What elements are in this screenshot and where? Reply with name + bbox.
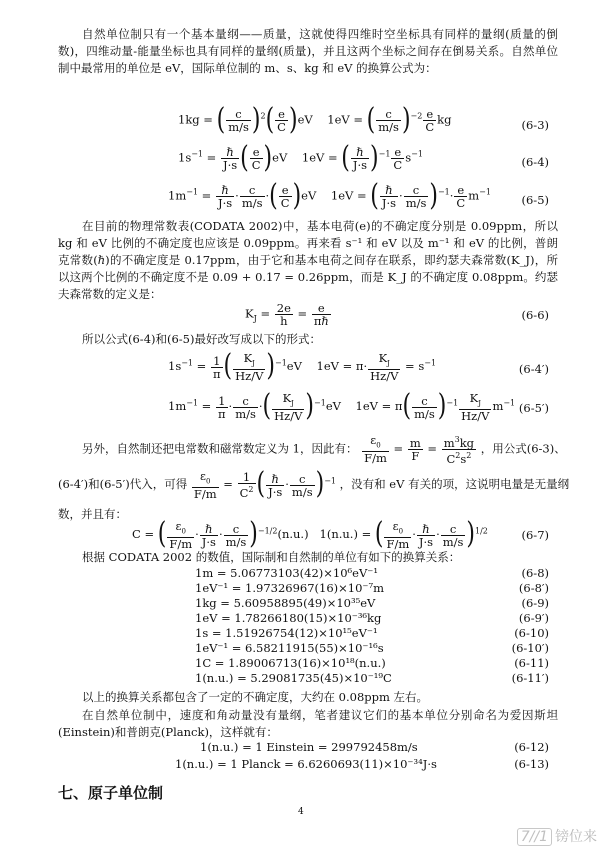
paragraph-codata-values: 根据 CODATA 2002 的数值，国际制和自然制的单位有如下的换算关系： <box>82 550 461 564</box>
equation-number: (6-12) <box>514 740 549 754</box>
equation-6-7: C = ( $\frac{\varepsilon_0}{F/m}$ · $\frac{\text{ℏ}}{J\cdot s}$ · $\frac{c}{m/s}$ )$^{-1/2}$(n.u.) 1(n.u.) = ( $\frac{\varepsilon_0}{F/m}$ · $\frac{\text{ℏ}}{J\cdot s}$ · $\frac{c}{m/s}$ )$^{1/2}$ <box>132 517 488 552</box>
conversion-line: 1s = 1.51926754(12)×10¹⁵eV⁻¹ <box>195 626 378 640</box>
equation-number: (6-8) <box>521 566 549 580</box>
equation-6-12: 1(n.u.) = 1 Einstein = 299792458m/s <box>200 740 418 754</box>
equation-6-4-prime: $1s^{-1}$ = $\frac{1}{\pi}$ ( $\frac{K_J}{Hz/V}$ )$^{-1}$eV 1eV = π· $\frac{K_J}{Hz/V}$ = $s^{-1}$ <box>168 349 437 384</box>
conversion-line: 1C = 1.89006713(16)×10¹⁸(n.u.) <box>195 656 386 670</box>
equation-number: (6-9′) <box>518 611 549 625</box>
equation-number: (6-9) <box>521 596 549 610</box>
page-number: 4 <box>298 807 304 817</box>
paragraph-uncertainty-note: 以上的换算关系都包含了一定的不确定度，大约在 0.08ppm 左右。 <box>82 690 429 704</box>
equation-6-3: 1kg = ( $\frac{c}{m/s}$ )$^2$( $\frac{e}{C}$ )eV 1eV = ( $\frac{c}{m/s}$ )$^{-2}$ $\frac{e}{C}$ kg <box>178 102 452 137</box>
equation-number: (6-10) <box>514 626 549 640</box>
equation-number: (6-3) <box>521 118 549 132</box>
equation-number: (6-4) <box>521 155 549 169</box>
paragraph-text: ，没有和 eV 有关的项，这说明电量是无量纲 <box>339 477 570 492</box>
equation-number: (6-8′) <box>518 581 549 595</box>
equation-number: (6-13) <box>514 757 549 771</box>
paragraph-substitution: (6-4′)和(6-5′)代入，可得 $\frac{\varepsilon_0}{F/m}$ = $\frac{1}{C^2}$ ( $\frac{\text{ℏ}}{J\cdot s}$ · $\frac{c}{m/s}$ )$^{-1}$ ，没有和 eV 有关的项，这说明电量是无量纲 <box>58 467 570 502</box>
conversion-line: 1m = 5.06773103(42)×10⁶eV⁻¹ <box>195 566 378 580</box>
paragraph-and: 数，并且有： <box>58 507 127 521</box>
equation-number: (6-11′) <box>511 671 549 685</box>
watermark <box>517 826 597 846</box>
watermark-text: 镑位来 <box>555 829 597 845</box>
equation-6-4: $1s^{-1}$ = $\frac{\text{ℏ}}{J\cdot s}$ ( $\frac{e}{C}$ )eV 1eV = ( $\frac{\text{ℏ}}{J\cdot s}$ )$^{-1}$ $\frac{e}{C}$ $s^{-1}$ <box>178 140 423 175</box>
paragraph-codata-uncertainty: 在目前的物理常数表(CODATA 2002)中，基本电荷(e)的不确定度分别是 0.09ppm，所以 kg 和 eV 比例的不确定度也应该是 0.09ppm。再来看 s⁻¹ 和 eV 以及 m⁻¹ 和 eV 的比例，普朗克常数(ℏ)的不确定度是 0.17ppm，由于它和基本电荷之间存在联系，即约瑟夫森常数(K_J)，所以这两个比例的不确定度不是 0.09 + 0.17 = 0.26ppm，而是 K_J 的不确定度 0.08ppm。约瑟夫森常数的定义是： <box>58 219 558 301</box>
conversion-line: 1kg = 5.60958895(49)×10³⁵eV <box>195 596 376 610</box>
conversion-line: 1eV⁻¹ = 6.58211915(55)×10⁻¹⁶s <box>195 641 384 655</box>
equation-number: (6-6) <box>521 308 549 322</box>
equation-6-13: 1(n.u.) = 1 Planck = 6.6260693(11)×10⁻³⁴J·s <box>175 757 437 771</box>
equation-6-6: $K_J$ = $\frac{2e}{h}$ = $\frac{e}{\text{πℏ}}$ <box>245 301 329 328</box>
equation-number: (6-5) <box>521 193 549 207</box>
paragraph-named-units: 在自然单位制中，速度和角动量没有量纲，笔者建议它们的基本单位分别命名为爱因斯坦(Einstein)和普朗克(Planck)，这样就有： <box>58 708 558 739</box>
conversion-line: 1(n.u.) = 5.29081735(45)×10⁻¹⁹C <box>195 671 392 685</box>
equation-number: (6-11) <box>514 656 549 670</box>
equation-number: (6-5′) <box>518 401 549 415</box>
equation-number: (6-7) <box>521 528 549 542</box>
equation-6-5: $1m^{-1}$ = $\frac{\text{ℏ}}{J\cdot s}$ · $\frac{c}{m/s}$ ·( $\frac{e}{C}$ )eV 1eV = ( $\frac{\text{ℏ}}{J\cdot s}$ · $\frac{c}{m/s}$ )$^{-1}$· $\frac{e}{C}$ $m^{-1}$ <box>168 178 491 213</box>
paragraph-text: ，用公式(6-3)、 <box>480 441 566 456</box>
conversion-line: 1eV⁻¹ = 1.97326967(16)×10⁻⁷m <box>195 581 385 595</box>
equation-number: (6-4′) <box>518 362 549 376</box>
watermark-logo-icon: 7//1 <box>517 828 552 846</box>
equation-6-5-prime: $1m^{-1}$ = $\frac{1}{\pi}$ · $\frac{c}{m/s}$ ·( $\frac{K_J}{Hz/V}$ )$^{-1}$eV 1eV = π( $\frac{c}{m/s}$ )$^{-1}$ $\frac{K_J}{Hz/V}$ $m^{-1}$ <box>168 389 516 424</box>
conversion-line: 1eV = 1.78266180(15)×10⁻³⁶kg <box>195 611 382 625</box>
paragraph-rewrite: 所以公式(6-4)和(6-5)最好改写成以下的形式： <box>82 332 321 346</box>
paragraph-intro: 自然单位制只有一个基本量纲——质量，这就使得四维时空坐标具有同样的量纲(质量的倒数)，四维动量-能量坐标也具有同样的量纲(质量)，并且这两个坐标之间存在倒易关系。自然单位制中最常用的单位是 eV，国际单位制的 m、s、kg 和 eV 的换算公式为： <box>58 27 558 75</box>
paragraph-electric-constant: 另外，自然制还把电常数和磁常数定义为 1，因此有： $\frac{\varepsilon_0}{F/m}$ = $\frac{m}{F}$ = $\frac{m^3kg}{C^2s^2}$ ，用公式(6-3)、 <box>82 433 566 466</box>
equation-number: (6-10′) <box>511 641 549 655</box>
section-heading: 七、原子单位制 <box>58 784 164 802</box>
paragraph-text: 另外，自然制还把电常数和磁常数定义为 1，因此有： <box>82 441 358 456</box>
paragraph-text: (6-4′)和(6-5′)代入，可得 <box>58 477 188 492</box>
